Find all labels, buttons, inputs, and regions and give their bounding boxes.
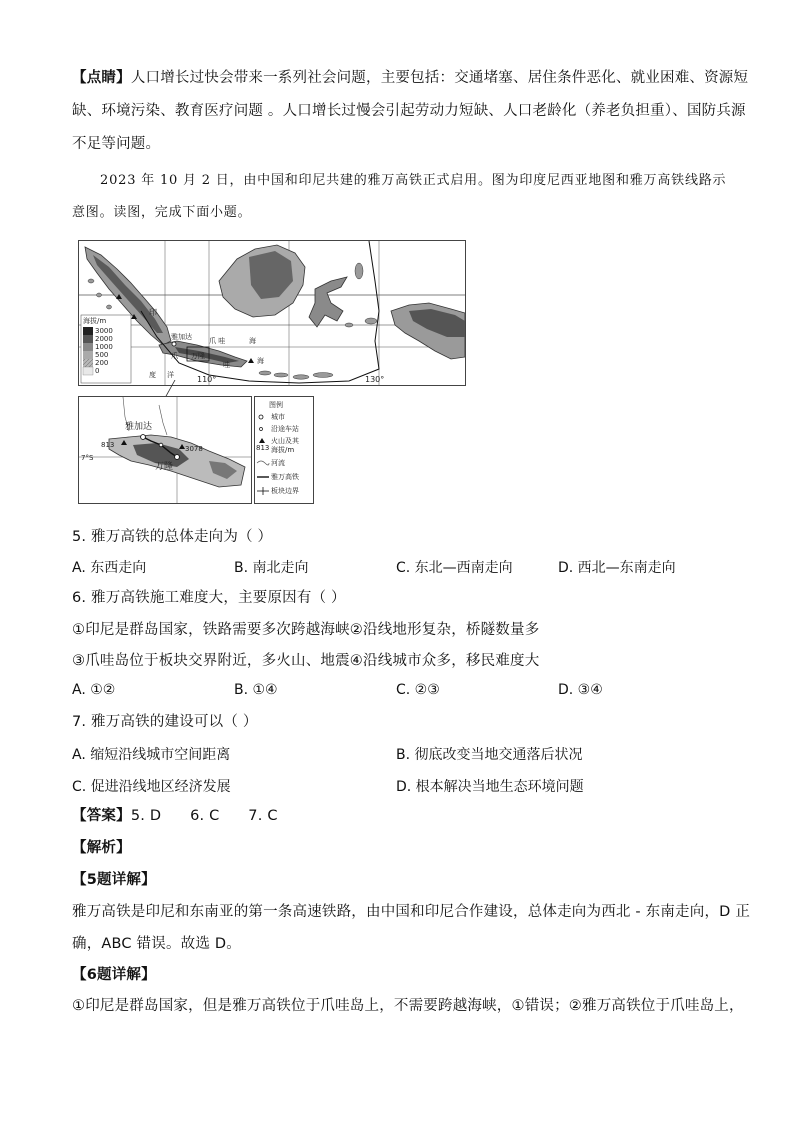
label-du: 度 — [149, 371, 156, 379]
jakarta-marker — [172, 342, 176, 346]
q7-option-d[interactable]: D. 根本解决当地生态环境问题 — [396, 779, 584, 795]
sulawesi-island — [309, 277, 347, 327]
sunda-isle-4 — [313, 373, 333, 378]
q5-detail-line-2: 确，ABC 错误。故选 D。 — [72, 936, 241, 952]
maluku-isle-3 — [345, 323, 353, 327]
legend-station-icon — [260, 428, 263, 431]
intro-line-2: 意图。读图，完成下面小题。 — [72, 205, 252, 220]
label-yin: 印 — [149, 308, 157, 317]
answer-text: 5. D 6. C 7. C — [130, 808, 278, 824]
islet-2 — [97, 293, 102, 297]
inset-peak2-label: 3078 — [185, 445, 203, 453]
q6-stem: 6. 雅万高铁施工难度大，主要原因有（ ） — [72, 590, 346, 606]
elev-label-200: 200 — [95, 359, 109, 367]
indonesia-map-svg — [79, 241, 465, 385]
q7-option-c[interactable]: C. 促进沿线地区经济发展 — [72, 779, 231, 795]
lon-130-label: 130° — [365, 375, 385, 384]
inset-lat-label: 7°S — [81, 454, 94, 462]
q5-option-c[interactable]: C. 东北—西南走向 — [396, 560, 513, 576]
maluku-isle-2 — [365, 318, 377, 324]
analysis-tag: 【解析】 — [72, 840, 131, 856]
label-yang: 洋 — [167, 371, 174, 379]
q6-option-d[interactable]: D. ③④ — [558, 682, 603, 698]
inset-river-2 — [159, 405, 167, 435]
elev-label-500: 500 — [95, 351, 109, 359]
inset-map-svg — [79, 397, 251, 503]
q6-detail-tag: 【6题详解】 — [72, 967, 156, 983]
q6-item-line-1: ①印尼是群岛国家，铁路需要多次跨越海峡②沿线地形复杂，桥隧数量多 — [72, 622, 540, 638]
legend-city-label: 城市 — [271, 413, 285, 421]
dianjing-tag: 【点睛】 — [72, 70, 131, 86]
label-jakarta: 雅加达 — [171, 333, 192, 341]
dianjing-line-2: 缺、环境污染、教育医疗问题 。人口增长过慢会引起劳动力短缺、人口老龄化（养老负担重）、国防兵源 — [72, 103, 746, 119]
elev-label-0: 0 — [95, 367, 100, 375]
label-wanlong: 万隆 — [191, 352, 205, 360]
q5-option-d[interactable]: D. 西北—东南走向 — [558, 560, 676, 576]
legend-rail-label: 雅万高铁 — [271, 473, 299, 481]
elev-swatch-0 — [83, 367, 93, 375]
elev-swatch-1000 — [83, 343, 93, 351]
label-zhao: 爪 — [171, 352, 178, 360]
q5-option-b[interactable]: B. 南北走向 — [234, 560, 309, 576]
elev-swatch-2000 — [83, 335, 93, 343]
inset-map — [78, 396, 252, 504]
q5-option-a[interactable]: A. 东西走向 — [72, 560, 147, 576]
legend-volcano-code: 813 — [256, 444, 270, 452]
q6-option-a[interactable]: A. ①② — [72, 682, 116, 698]
volcano-marker-3 — [248, 358, 254, 363]
maluku-isle-1 — [355, 263, 363, 279]
sunda-isle-3 — [293, 375, 309, 379]
dianjing-text-1: 人口增长过快会带来一系列社会问题，主要包括：交通堵塞、居住条件恶化、就业困难、资源短 — [130, 70, 749, 86]
elev-swatch-200 — [83, 359, 93, 367]
elev-swatch-500 — [83, 351, 93, 359]
dianjing-line-1 — [72, 68, 748, 88]
label-hai2: 海 — [257, 357, 264, 365]
station-marker-1 — [159, 443, 163, 447]
sunda-isle-1 — [259, 371, 271, 375]
elev-label-1000: 1000 — [95, 343, 113, 351]
elevation-legend-title: 海拔/m — [83, 317, 107, 325]
islet-1 — [88, 279, 94, 283]
q5-detail-line-1: 雅万高铁是印尼和东南亚的第一条高速铁路，由中国和印尼合作建设，总体走向为西北 - 东南走向，D 正 — [72, 904, 751, 920]
legend-volcano-label: 火山及其 — [271, 437, 299, 445]
legend-river-icon — [257, 461, 269, 465]
inset-bandung-label: 万隆 — [155, 462, 174, 472]
map-legend — [254, 396, 314, 504]
legend-plate-label: 板块边界 — [271, 487, 299, 495]
legend-volcano-icon — [259, 438, 265, 443]
legend-city-icon — [259, 415, 263, 419]
q5-detail-tag: 【5题详解】 — [72, 872, 156, 888]
elev-label-3000: 3000 — [95, 327, 113, 335]
legend-title: 图例 — [269, 401, 283, 409]
dianjing-line-3: 不足等问题。 — [72, 136, 161, 152]
q6-option-b[interactable]: B. ①④ — [234, 682, 278, 698]
label-hai: 海 — [249, 337, 256, 345]
elev-swatch-3000 — [83, 327, 93, 335]
islet-3 — [107, 305, 112, 309]
lon-110-label: 110° — [197, 375, 217, 384]
q5-stem: 5. 雅万高铁的总体走向为（ ） — [72, 529, 273, 545]
q6-option-c[interactable]: C. ②③ — [396, 682, 440, 698]
elev-label-2000: 2000 — [95, 335, 113, 343]
legend-river-label: 河流 — [271, 459, 285, 467]
legend-station-label: 沿途车站 — [271, 425, 299, 433]
q7-stem: 7. 雅万高铁的建设可以（ ） — [72, 714, 258, 730]
answer-tag: 【答案】 — [72, 808, 131, 824]
label-zhaowa: 爪 哇 — [209, 337, 226, 345]
intro-line-1: 2023 年 10 月 2 日，由中国和印尼共建的雅万高铁正式启用。图为印度尼西亚地图和雅万高铁线路示 — [100, 173, 727, 188]
legend-volcano-label-2: 海拔/m — [271, 446, 295, 454]
q7-option-a[interactable]: A. 缩短沿线城市空间距离 — [72, 747, 231, 763]
map-legend-svg — [255, 397, 313, 503]
bandung-city-marker — [175, 455, 180, 460]
indonesia-map — [78, 240, 466, 386]
label-wa: 哇 — [223, 361, 230, 369]
q7-option-b[interactable]: B. 彻底改变当地交通落后状况 — [396, 747, 583, 763]
jakarta-city-marker — [141, 435, 146, 440]
answer-line — [72, 806, 278, 826]
q6-item-line-2: ③爪哇岛位于板块交界附近，多火山、地震④沿线城市众多，移民难度大 — [72, 653, 540, 669]
inset-jakarta-label: 雅加达 — [125, 422, 153, 432]
sunda-isle-2 — [274, 373, 288, 377]
q6-detail-line-1: ①印尼是群岛国家，但是雅万高铁位于爪哇岛上，不需要跨越海峡，①错误；②雅万高铁位于爪哇岛上， — [72, 998, 744, 1014]
inset-peak1-label: 813 — [101, 441, 115, 449]
